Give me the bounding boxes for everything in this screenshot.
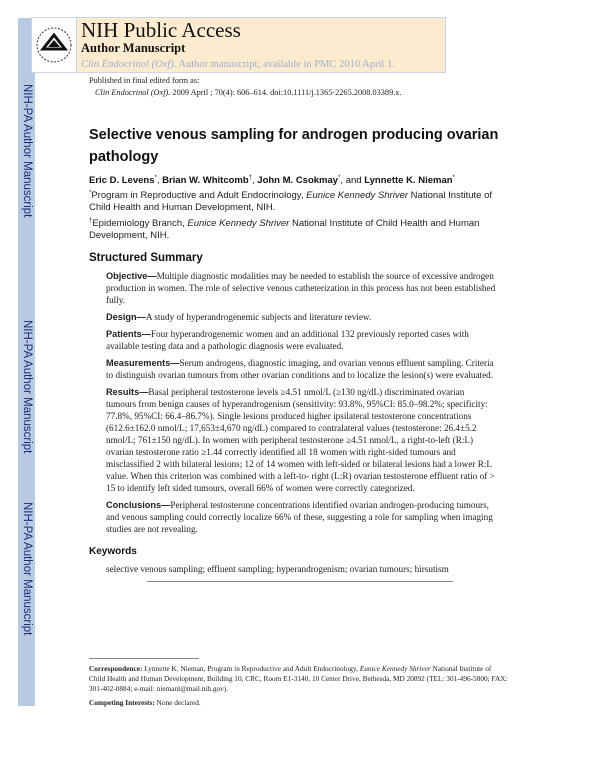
- section-label: Conclusions—: [106, 500, 171, 510]
- summary-objective: [106, 270, 496, 306]
- section-label: Objective—: [106, 271, 157, 281]
- summary-heading: Structured Summary: [89, 252, 203, 264]
- section-label: Measurements—: [106, 358, 180, 368]
- footnote-text: National Institute of Child Health and Human Development, Building 10, CRC, Room E1-3140, 10 Center Drive, Bethesda, MD 20892 (TEL: 301-496-5800; FAX: 301-402-0884; e-mail: niemanl@mail.nih.gov).: [89, 664, 508, 693]
- affiliation-2: [89, 218, 509, 242]
- section-label: Results—: [106, 387, 149, 397]
- footnote-ital: Eunice Kennedy Shriver: [359, 664, 431, 673]
- footnote-text: Lynnette K. Nieman, Program in Reproductive and Adult Endocrinology,: [142, 664, 360, 673]
- section-divider: [147, 581, 453, 582]
- section-text: Peripheral testosterone concentrations identified ovarian androgen-producing tumours, and venous sampling could correctly localize 66% of these, suggesting a role for sampling when imaging studies are not revealing.: [106, 500, 493, 534]
- affil-mark: †: [89, 217, 93, 224]
- author-mark: *: [338, 174, 341, 181]
- section-text: Basal peripheral testosterone levels ≥4.51 nmol/L (≥130 ng/dL) discriminated ovarian tumours from benign causes of hyperandrogenism (sensitivity: 93.8%, 95%CI: 85.0–98.2%; specificity: 77.8%, 95%CI: 66.4–86.7%). Single lesions produced higher ipsilateral testosterone concentrations (612.6±162.0 nmol/L; 17,653±4,670 ng/dL) compared to contralateral values (testosterone: 26.4±5.2 nmol/L; 761±150 ng/dL). In women with peripheral testosterone ≥4.51 nmol/L, a right-to-left (R:L) ovarian testosterone ratio ≥1.44 correctly identified all 18 women with right-sided tumours and misclassified 2 with bilateral lesions; 12 of 14 women with left-sided or bilateral lesions had a lower R:L value. When this criterion was combined with a left-to- right (L:R) ovarian testosterone effluent ratio of > 15 to identify left sided tumours, overall 66% of women were correctly categorized.: [106, 387, 495, 493]
- manuscript-sidebar: [18, 18, 35, 706]
- author: Eric D. Levens: [89, 175, 155, 186]
- author-mark: †: [248, 174, 253, 181]
- affil-text: National Institute of Child Health and Human Development, NIH.: [89, 218, 480, 241]
- journal-name: Clin Endocrinol (Oxf).: [95, 88, 171, 97]
- affil-text: Program in Reproductive and Adult Endocrinology,: [91, 190, 307, 201]
- footnote-label: Correspondence:: [89, 664, 143, 673]
- summary-results: [106, 386, 496, 494]
- section-text: Four hyperandrogenemic women and an additional 132 previously reported cases with available testing data and a pathologic diagnosis were evaluated.: [106, 329, 469, 351]
- nih-logo: [31, 17, 77, 73]
- summary-design: [106, 311, 496, 323]
- availability: Author manuscript; available in PMC 2010 April 1.: [176, 59, 395, 70]
- author: John M. Csokmay: [257, 175, 339, 186]
- correspondence-footnote: [89, 664, 509, 694]
- citation: 2009 April ; 70(4): 606–614. doi:10.1111/j.1365-2265.2008.03389.x.: [170, 88, 402, 97]
- published-citation: [95, 88, 402, 97]
- keywords-text: selective venous sampling; effluent sampling; hyperandrogenism; ovarian tumours; hirsutism: [106, 564, 449, 574]
- nih-seal-icon: [32, 18, 76, 72]
- author: Lynnette K. Nieman: [364, 175, 453, 186]
- header-citation: [81, 59, 395, 70]
- article-content: [89, 124, 509, 582]
- affil-mark: *: [89, 189, 92, 196]
- author-list: Eric D. Levens*, Brian W. Whitcomb†, John M. Csokmay*, and Lynnette K. Nieman*: [89, 174, 455, 186]
- affil-ital: Eunice Kennedy Shriver: [187, 218, 290, 229]
- keywords-heading: Keywords: [89, 546, 137, 557]
- sidebar-label: NIH-PA Author Manuscript: [21, 502, 33, 636]
- footnote-text: None declared.: [154, 698, 201, 707]
- and-text: and: [345, 175, 362, 186]
- published-label: Published in final edited form as:: [89, 76, 200, 85]
- footnote-label: Competing Interests:: [89, 698, 155, 707]
- sidebar-label: NIH-PA Author Manuscript: [21, 320, 33, 454]
- affil-ital: Eunice Kennedy Shriver: [306, 190, 409, 201]
- sidebar-label: NIH-PA Author Manuscript: [21, 84, 33, 218]
- section-text: Serum androgens, diagnostic imaging, and ovarian venous effluent sampling. Criteria to distinguish ovarian tumours from other ovarian conditions and to localize the lesion(s) were evaluated.: [106, 358, 494, 380]
- section-text: A study of hyperandrogenemic subjects and literature review.: [145, 312, 372, 322]
- summary-body: [106, 270, 496, 535]
- section-text: Multiple diagnostic modalities may be needed to establish the source of excessive androgen production in women. The role of selective venous catheterization in this process has not been established fully.: [106, 271, 496, 305]
- header-subtitle: Author Manuscript: [81, 41, 186, 55]
- summary-patients: [106, 328, 496, 352]
- summary-conclusions: [106, 499, 496, 535]
- summary-measurements: [106, 357, 496, 381]
- footnote-divider: [89, 658, 199, 659]
- section-label: Patients—: [106, 329, 151, 339]
- competing-interests: [89, 698, 201, 708]
- article-title: Selective venous sampling for androgen producing ovarian pathology: [89, 127, 499, 165]
- author: Brian W. Whitcomb: [162, 175, 249, 186]
- affil-text: Epidemiology Branch,: [92, 218, 188, 229]
- affiliation-1: [89, 190, 509, 214]
- section-label: Design—: [106, 312, 146, 322]
- header-title: NIH Public Access: [81, 18, 241, 42]
- affil-text: National Institute of Child Health and Human Development, NIH.: [89, 190, 492, 213]
- author-mark: *: [452, 174, 455, 181]
- journal-name: Clin Endocrinol (Oxf).: [81, 59, 177, 70]
- author-mark: *: [154, 174, 157, 181]
